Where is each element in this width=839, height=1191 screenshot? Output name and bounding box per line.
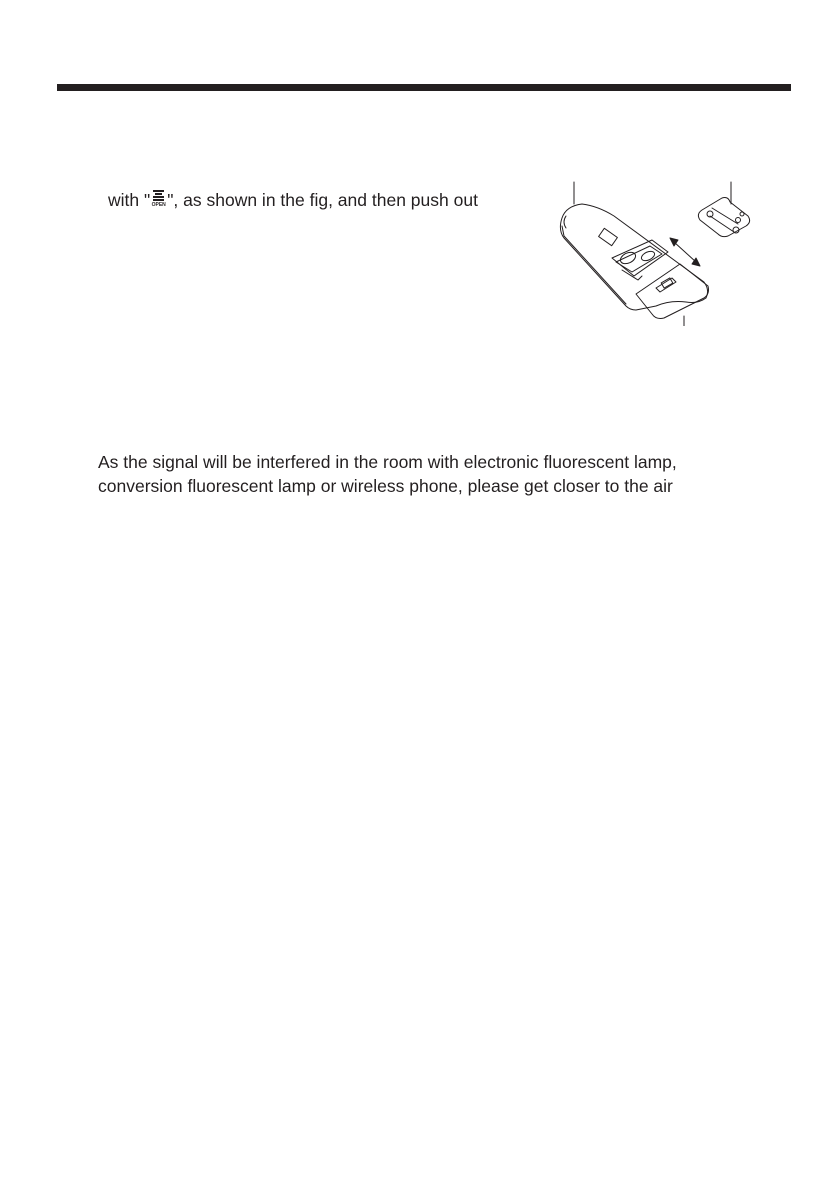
remote-control-body xyxy=(560,204,707,310)
aaa-batteries-pair xyxy=(698,198,749,237)
note-line-2: conversion fluorescent lamp or wireless phone, please get closer to the air xyxy=(98,476,673,496)
instruction-prefix: with " xyxy=(108,190,151,210)
instruction-suffix: ", as shown in the fig, and then push out xyxy=(167,190,478,210)
open-cover-icon xyxy=(151,189,166,209)
section-divider-rule xyxy=(57,84,791,91)
signal-interference-note xyxy=(98,450,677,498)
note-line-1: As the signal will be interfered in the room with electronic fluorescent lamp, xyxy=(98,452,677,472)
open-icon-label: OPEN xyxy=(151,202,166,208)
slide-direction-arrow xyxy=(670,238,700,266)
battery-cover xyxy=(636,264,709,319)
remote-battery-installation-illustration xyxy=(552,176,760,326)
battery-instruction-line xyxy=(108,189,478,211)
